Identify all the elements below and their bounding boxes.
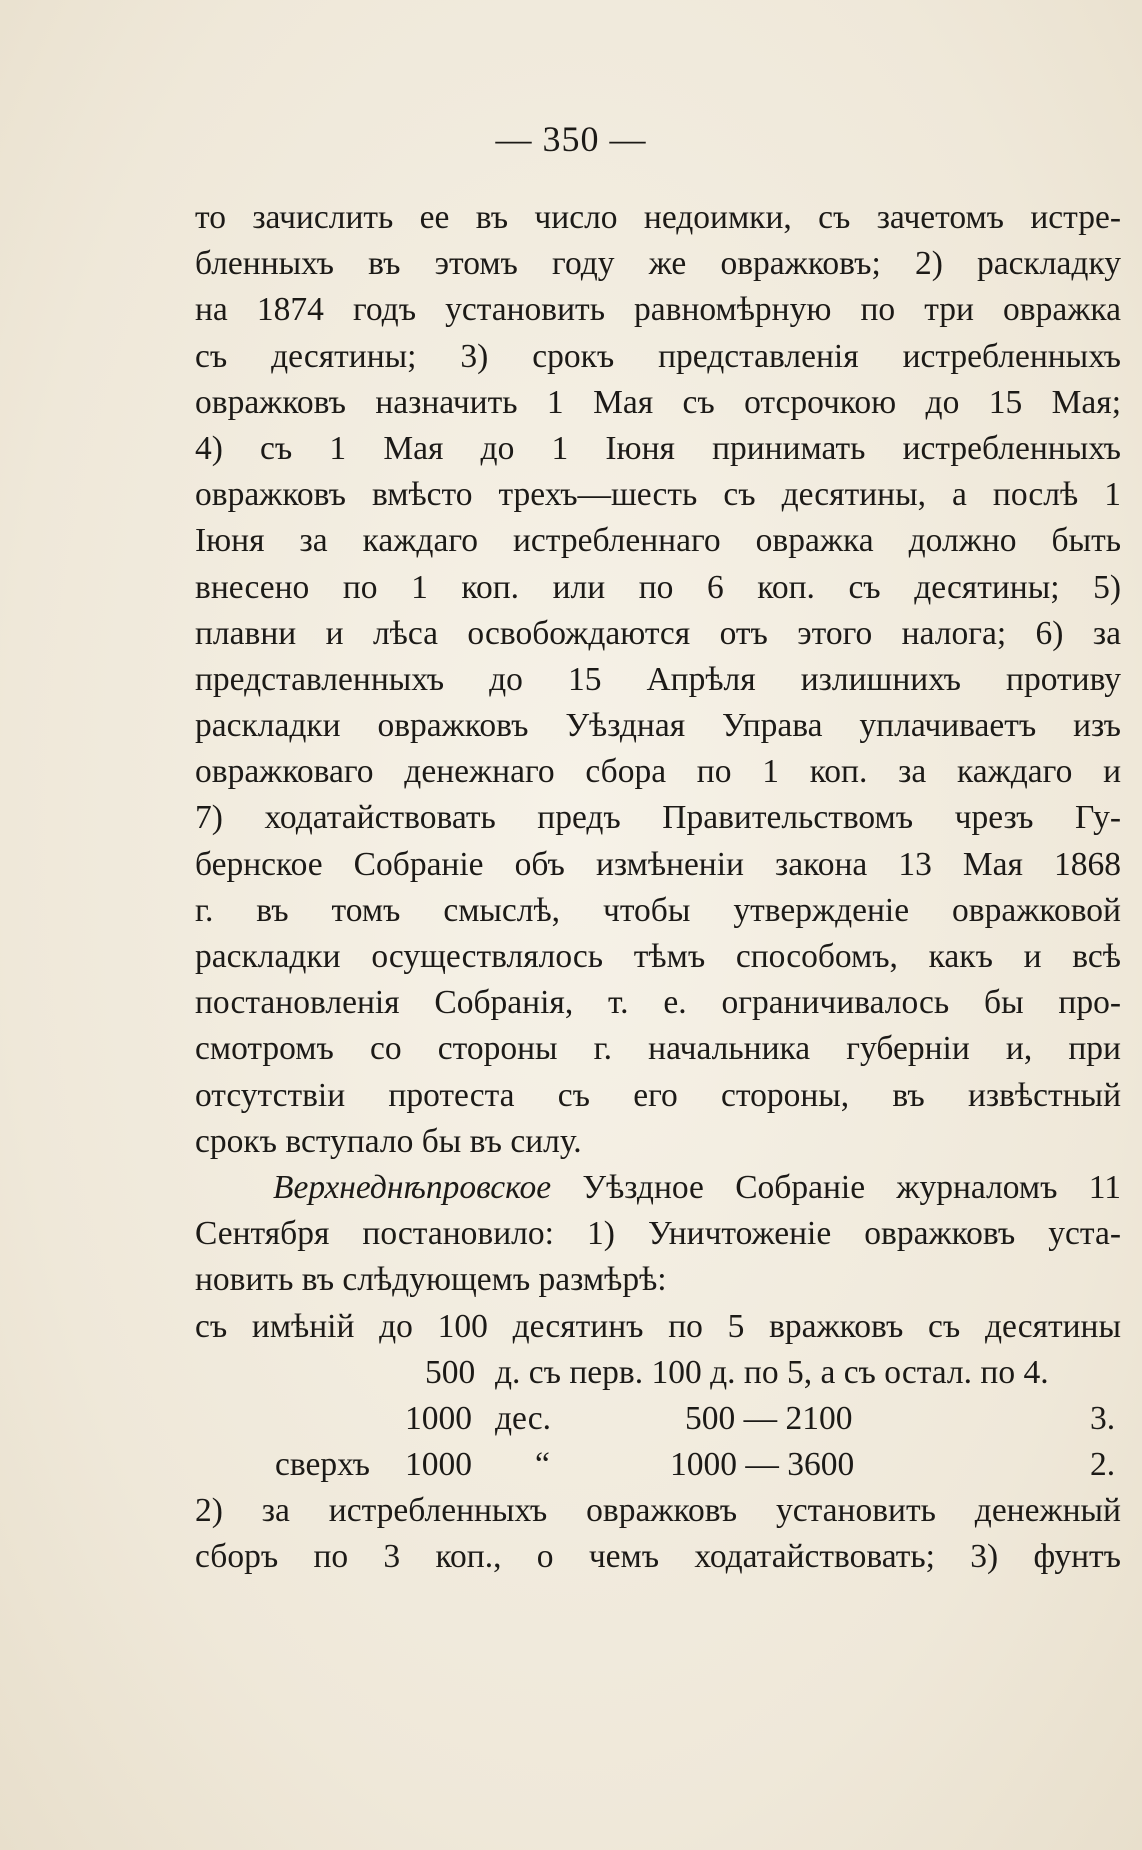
table-cell: 1000 [405,1399,472,1437]
text-line: Сентября постановило: 1) Уничтоженіе овражковъ уста- [195,1215,1121,1253]
body-text [195,195,1121,1581]
text-line: овражковъ вмѣсто трехъ—шесть съ десятины, а послѣ 1 [195,476,1121,514]
text-line: срокъ вступало бы въ силу. [195,1122,582,1160]
text-line: плавни и лѣса освобождаются отъ этого налога; 6) за [195,614,1121,652]
text-line: овражковъ назначить 1 Мая съ отсрочкою до 15 Мая; [195,383,1121,421]
text-line: представленныхъ до 15 Апрѣля излишнихъ противу [195,660,1121,698]
text-line: 4) съ 1 Мая до 1 Іюня принимать истребленныхъ [195,429,1121,467]
table-cell: 500 [425,1353,476,1391]
text-line: отсутствіи протеста съ его стороны, въ извѣстный [195,1076,1121,1114]
paragraph-start-line [195,1165,1121,1211]
text-line: съ имѣній до 100 десятинъ по 5 вражковъ съ десятины [195,1307,1121,1345]
table-cell: 2. [1090,1446,1116,1484]
table-row [195,1396,1121,1442]
text-line: новить въ слѣдующемъ размѣрѣ: [195,1261,667,1299]
table-cell: “ [535,1446,550,1484]
table-row [195,1442,1121,1488]
table-cell: сверхъ [275,1446,370,1484]
text-line: на 1874 годъ установить равномѣрную по три овражка [195,291,1121,329]
text-line: 2) за истребленныхъ овражковъ установить денежный [195,1492,1121,1530]
text-line: 7) ходатайствовать предъ Правительствомъ чрезъ Гу- [195,799,1121,837]
table-cell: 1000 [405,1446,472,1484]
text-line: то зачислить ее въ число недоимки, съ зачетомъ истре- [195,199,1121,236]
table-cell: д. съ перв. 100 д. по 5, а съ остал. по 4. [495,1353,1049,1391]
table-cell: 3. [1090,1399,1116,1437]
table-cell: дес. [495,1399,551,1437]
text-line: внесено по 1 коп. или по 6 коп. съ десятины; 5) [195,568,1121,606]
text-line: раскладки овражковъ Уѣздная Управа уплачиваетъ изъ [195,707,1121,745]
table-cell: 1000 — 3600 [670,1446,855,1484]
text-line: сборъ по 3 коп., о чемъ ходатайствовать; 3) фунтъ [195,1538,1121,1576]
text-line: смотромъ со стороны г. начальника губерніи и, при [195,1030,1121,1068]
text-line: овражковаго денежнаго сбора по 1 коп. за каждаго и [195,753,1121,791]
text-line: г. въ томъ смыслѣ, чтобы утвержденіе овражковой [195,891,1121,929]
text-line: постановленія Собранія, т. е. ограничивалось бы про- [195,984,1121,1022]
text-line: раскладки осуществлялось тѣмъ способомъ, какъ и всѣ [195,938,1121,975]
text-line: Іюня за каждаго истребленнаго овражка должно быть [195,522,1121,560]
table-cell: 500 — 2100 [685,1399,853,1437]
text-line: бленныхъ въ этомъ году же овражковъ; 2) раскладку [195,245,1121,283]
text-line: съ десятины; 3) срокъ представленія истребленныхъ [195,337,1121,375]
district-name: Верхнеднѣпровское [273,1168,552,1206]
page-number: — 350 — [495,119,647,159]
text-line: бернское Собраніе объ измѣненіи закона 13 Мая 1868 [195,845,1121,883]
table-row [195,1350,1121,1396]
paragraph-text: Уѣздное Собраніе журналомъ 11 [582,1168,1121,1206]
